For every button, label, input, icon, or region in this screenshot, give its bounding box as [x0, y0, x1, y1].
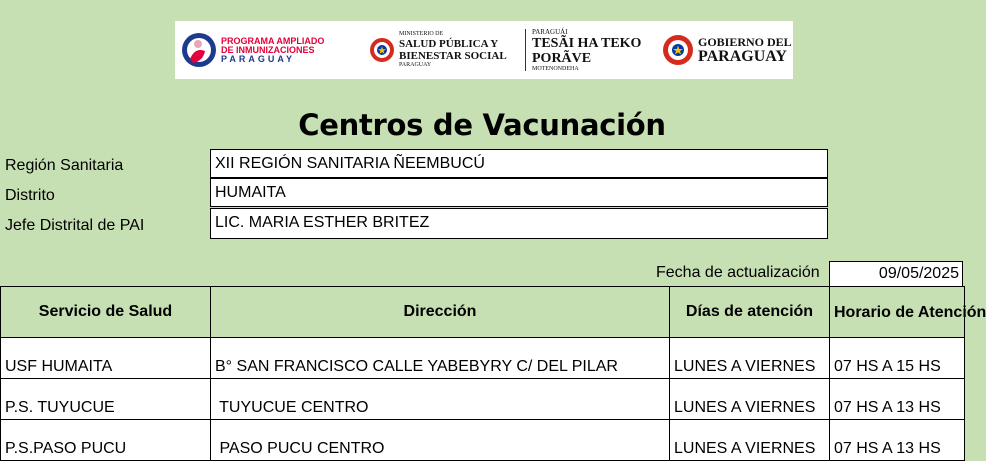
cell-servicio: P.S. TUYUCUE [1, 379, 211, 420]
tesai-logo [532, 28, 652, 73]
msp-small: MINISTERIO DE [399, 31, 444, 37]
cell-dias: LUNES A VIERNES [670, 338, 830, 379]
cell-dias: LUNES A VIERNES [670, 379, 830, 420]
header-direccion: Dirección [211, 287, 670, 338]
table-header-row [1, 287, 965, 338]
pai-line3: PARAGUAY [221, 53, 296, 64]
header-servicio: Servicio de Salud [1, 287, 211, 338]
distrito-value: HUMAITA [210, 178, 828, 207]
cell-dias: LUNES A VIERNES [670, 420, 830, 461]
cell-direccion: PASO PUCU CENTRO [211, 420, 670, 461]
jefe-label: Jefe Distrital de PAI [5, 217, 145, 234]
fecha-value: 09/05/2025 [829, 261, 963, 286]
pai-logo [181, 21, 351, 79]
table-row [1, 338, 965, 379]
gobierno-seal-icon [662, 34, 694, 66]
jefe-value: LIC. MARIA ESTHER BRITEZ [210, 208, 828, 239]
fecha-label: Fecha de actualización [656, 264, 820, 281]
header-horario: Horario de Atención [830, 287, 965, 338]
table-row [1, 420, 965, 461]
distrito-label: Distrito [5, 187, 55, 204]
cell-servicio: P.S.PASO PUCU [1, 420, 211, 461]
msp-logo [369, 21, 519, 79]
pai-line1: PROGRAMA AMPLIADO [221, 35, 325, 46]
header-dias: Días de atención [670, 287, 830, 338]
region-label: Región Sanitaria [5, 157, 124, 174]
cell-direccion: TUYUCUE CENTRO [211, 379, 670, 420]
national-seal-icon [369, 37, 395, 63]
tesai-line4: MOTENONDEHA [532, 65, 579, 72]
cell-horario: 07 HS A 15 HS [830, 338, 965, 379]
msp-line1: SALUD PÚBLICA Y [399, 38, 499, 50]
header-banner [175, 21, 793, 79]
cell-horario: 07 HS A 13 HS [830, 379, 965, 420]
msp-line2: BIENESTAR SOCIAL [399, 50, 507, 62]
page-title: Centros de Vacunación [298, 108, 666, 142]
gobierno-logo [662, 21, 792, 79]
cell-servicio: USF HUMAITA [1, 338, 211, 379]
table-row [1, 379, 965, 420]
tesai-line3: PORÃVE [532, 50, 592, 66]
pai-emblem-icon [181, 29, 217, 71]
logo-divider [525, 29, 526, 71]
cell-direccion: B° SAN FRANCISCO CALLE YABEBYRY C/ DEL PILAR [211, 338, 670, 379]
cell-horario: 07 HS A 13 HS [830, 420, 965, 461]
region-value: XII REGIÓN SANITARIA ÑEEMBUCÚ [210, 149, 828, 178]
vaccination-centers-table [0, 286, 986, 461]
tesai-line1: PARAGUÁI [532, 27, 568, 36]
gob-line1: GOBIERNO DEL [698, 34, 792, 49]
msp-small2: PARAGUAY [399, 62, 432, 68]
gob-line2: PARAGUAY [698, 47, 787, 65]
pai-line2: DE INMUNIZACIONES [221, 44, 315, 55]
tesai-line2: TESÃI HA TEKO [532, 35, 642, 51]
